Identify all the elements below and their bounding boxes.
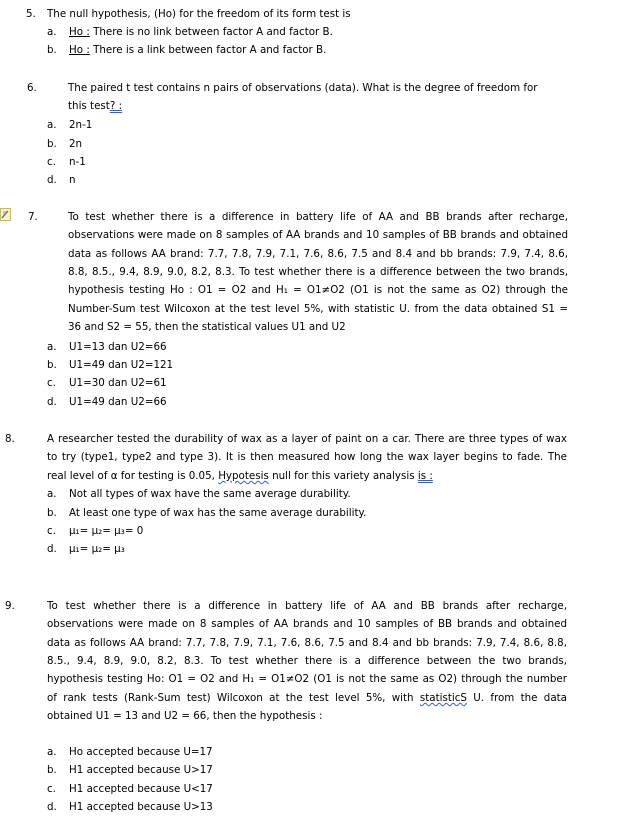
option-letter: a. [47, 746, 57, 758]
question-stem-line: to try (type1, type2 and type 3). It is then measured how long the wax layer begins to fade. The [47, 451, 567, 463]
question-stem-line [68, 97, 122, 115]
option-text: There is a link between factor A and factor B. [89, 44, 327, 56]
question-stem-line: observations were made on 8 samples of AA brands and 10 samples of BB brands and obtained [47, 618, 567, 630]
option-text: U1=49 dan U2=66 [69, 396, 167, 408]
question-number: 6. [27, 82, 37, 94]
question-stem-line: hypothesis testing Ho : O1 = O2 and H₁ = O1≠O2 (O1 is not the same as O2) through the [68, 284, 568, 296]
option-letter: a. [47, 119, 57, 131]
option-letter: d. [47, 801, 57, 813]
option-letter: d. [47, 396, 57, 408]
question-stem-line: data as follows AA brand: 7.7, 7.8, 7.9, 7.1, 7.6, 8.6, 7.5 and 8.4 and bb brands: 7.9, 7.4, 8.6, 8.8, [47, 637, 567, 649]
question-stem-line: data as follows AA brand: 7.7, 7.8, 7.9, 7.1, 7.6, 8.6, 7.5 and 8.4 and bb brands: 7.9, 7.4, 8.6, [68, 248, 568, 260]
option-letter: a. [47, 488, 57, 500]
question-stem-line: hypothesis testing Ho: O1 = O2 and H₁ = O1≠O2 (O1 is not the same as O2) through the number [47, 673, 567, 685]
question-number: 5. [26, 8, 36, 20]
stem-text: null for this variety analysis [268, 470, 418, 482]
question-number: 9. [5, 600, 15, 612]
question-stem-line: The paired t test contains n pairs of observations (data). What is the degree of freedom for [68, 82, 538, 94]
comment-marker-icon[interactable] [0, 208, 11, 221]
option-letter: d. [47, 543, 57, 555]
question-stem: The null hypothesis, (Ho) for the freedom of its form test is [47, 8, 351, 20]
option-text: μ₁= μ₂= μ₃= 0 [69, 525, 144, 537]
question-stem-line: observations were made on 8 samples of AA brands and 10 samples of BB brands and obtained [68, 229, 568, 241]
question-number: 7. [28, 211, 38, 223]
option-text: U1=30 dan U2=61 [69, 377, 167, 389]
question-stem-line [47, 467, 433, 485]
option-text: H1 accepted because U<17 [69, 783, 213, 795]
option-text: 2n-1 [69, 119, 93, 131]
option-letter: b. [47, 507, 57, 519]
stem-text: ? : [109, 100, 123, 112]
option-text: Not all types of wax have the same average durability. [69, 488, 351, 500]
option-label: Ho : [69, 26, 90, 38]
stem-text: of rank tests (Rank-Sum test) Wilcoxon at the test level 5%, with [47, 692, 420, 704]
option-text: U1=49 dan U2=121 [69, 359, 174, 371]
option-letter: b. [47, 764, 57, 776]
option-letter: b. [47, 138, 57, 150]
question-stem-line: To test whether there is a difference in battery life of AA and BB brands after recharge, [47, 600, 567, 612]
option-text: n-1 [69, 156, 86, 168]
stem-text: U. from the data [466, 692, 567, 704]
option-letter: d. [47, 174, 57, 186]
question-number: 8. [5, 433, 15, 445]
question-stem-line: 36 and S2 = 55, then the statistical values U1 and U2 [68, 321, 346, 333]
option-letter: c. [47, 377, 56, 389]
option-letter: b. [47, 359, 57, 371]
question-stem-line: To test whether there is a difference in battery life of AA and BB brands after recharge, [68, 211, 568, 223]
option-text: μ₁= μ₂= μ₃ [69, 543, 125, 555]
option-label: Ho : [69, 44, 90, 56]
option-text: 2n [69, 138, 83, 150]
option-letter: c. [47, 525, 56, 537]
question-stem-line [47, 689, 567, 707]
option-letter: a. [47, 26, 57, 38]
option-letter: a. [47, 341, 57, 353]
question-stem-line: obtained U1 = 13 and U2 = 66, then the hypothesis : [47, 710, 323, 722]
option-text: H1 accepted because U>17 [69, 764, 213, 776]
stem-text: real level of α for testing is 0.05, [47, 470, 219, 482]
question-stem-line: A researcher tested the durability of wax as a layer of paint on a car. There are three types of wax [47, 433, 567, 445]
option-text: Ho accepted because U=17 [69, 746, 213, 758]
question-stem-line: 8.8, 8.5., 9.4, 8.9, 9.0, 8.2, 8.3. To test whether there is a difference between the two brands, [68, 266, 568, 278]
question-stem-line: 8.5., 9.4, 8.9, 9.0, 8.2, 8.3. To test whether there is a difference between the two brands, [47, 655, 567, 667]
option-text: H1 accepted because U>13 [69, 801, 213, 813]
option-text: n [69, 174, 76, 186]
option-text: U1=13 dan U2=66 [69, 341, 167, 353]
stem-text: statisticS [419, 692, 467, 704]
option-letter: b. [47, 44, 57, 56]
question-stem-line: Number-Sum test Wilcoxon at the test level 5%, with statistic U. from the data obtained S1 = [68, 303, 568, 315]
stem-text: is : [417, 470, 433, 482]
option-text: At least one type of wax has the same average durability. [69, 507, 367, 519]
option-letter: c. [47, 783, 56, 795]
stem-text: Hypotesis [218, 470, 269, 482]
option-text: There is no link between factor A and factor B. [89, 26, 333, 38]
option-letter: c. [47, 156, 56, 168]
stem-text: this test [68, 100, 110, 112]
